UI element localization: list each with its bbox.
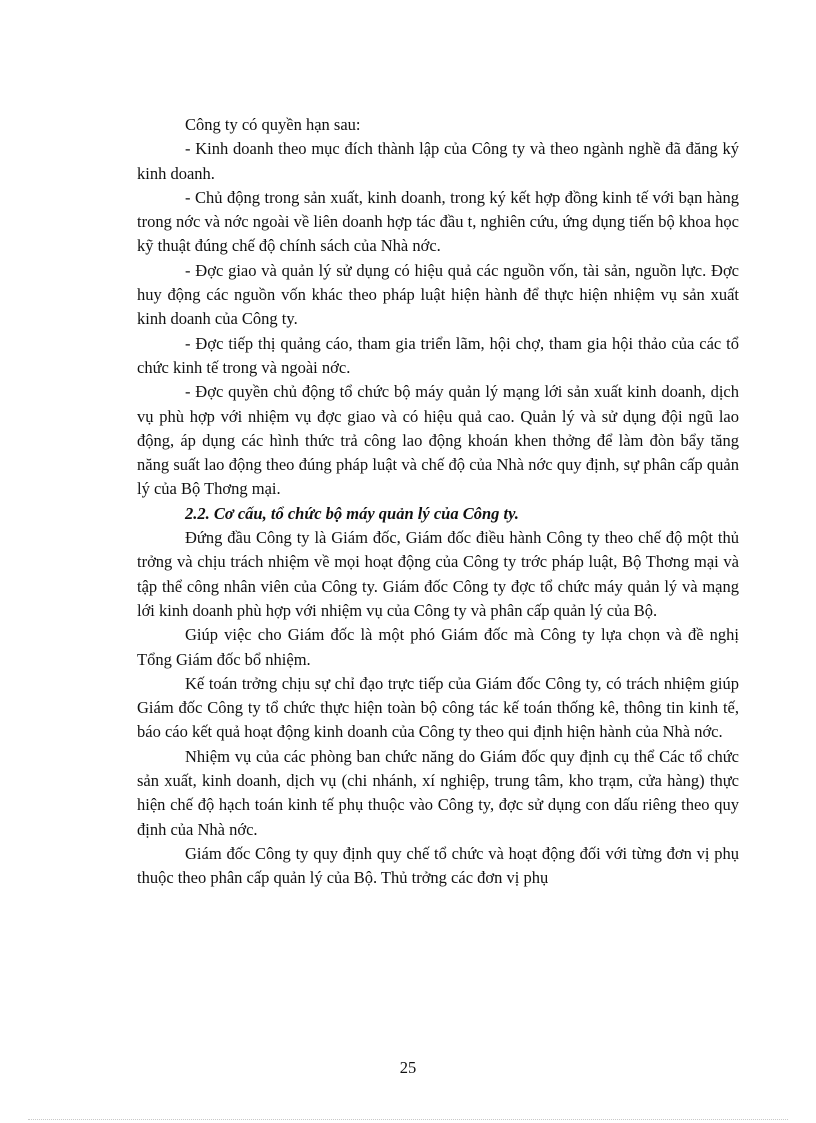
page-number: 25 [399, 1058, 417, 1077]
paragraph-director: Đứng đầu Công ty là Giám đốc, Giám đốc điều hành Công ty theo chế độ một thủ trởng và chịu trách nhiệm về mọi hoạt động của Công ty trớc pháp luật, Bộ Thơng mại và tập thể công nhân viên của Công ty. Giám đốc Công ty đợc tổ chức máy quản lý và mạng lới kinh doanh phù hợp với nhiệm vụ của Công ty và phân cấp quản lý của Bộ. [137, 528, 739, 620]
paragraph-right-initiative: - Chủ động trong sản xuất, kinh doanh, trong ký kết hợp đồng kinh tế với bạn hàng trong nớc và nớc ngoài về liên doanh hợp tác đầu t, nghiên cứu, ứng dụng tiến bộ khoa học kỹ thuật đúng chế độ chính sách của Nhà nớc. [137, 187, 739, 256]
paragraph-departments: Nhiệm vụ của các phòng ban chức năng do Giám đốc quy định cụ thể Các tổ chức sản xuất, kinh doanh, dịch vụ (chi nhánh, xí nghiệp, trung tâm, kho trạm, cửa hàng) thực hiện chế độ hạch toán kinh tế phụ thuộc vào Công ty, đợc sử dụng con dấu riêng theo quy định của Nhà nớc. [137, 746, 739, 839]
paragraph-right-business: - Kinh doanh theo mục đích thành lập của Công ty và theo ngành nghề đã đăng ký kinh doanh. [137, 139, 739, 183]
paragraph-chief-accountant: Kế toán trởng chịu sự chỉ đạo trực tiếp của Giám đốc Công ty, có trách nhiệm giúp Giám đốc Công ty tổ chức thực hiện toàn bộ công tác kế toán thống kê, thông tin kinh tế, báo cáo kết quả hoạt động kinh doanh của Công ty theo qui định hiện hành của Nhà nớc. [137, 673, 739, 742]
paragraph-right-marketing: - Đợc tiếp thị quảng cáo, tham gia triển lãm, hội chợ, tham gia hội thảo của các tổ chức kinh tế trong và ngoài nớc. [137, 333, 739, 377]
paragraph-regulations: Giám đốc Công ty quy định quy chế tổ chức và hoạt động đối với từng đơn vị phụ thuộc theo phân cấp quản lý của Bộ. Thủ trởng các đơn vị phụ [137, 843, 739, 888]
document-body [137, 113, 739, 891]
paragraph-deputy: Giúp việc cho Giám đốc là một phó Giám đốc mà Công ty lựa chọn và đề nghị Tổng Giám đốc bổ nhiệm. [137, 625, 739, 669]
section-heading: 2.2. Cơ cấu, tổ chức bộ máy quản lý của Công ty. [185, 503, 519, 523]
paragraph-right-organization: - Đợc quyền chủ động tổ chức bộ máy quản lý mạng lới sản xuất kinh doanh, dịch vụ phù hợp với nhiệm vụ đợc giao và có hiệu quả cao. Quản lý và sử dụng đội ngũ lao động, áp dụng các hình thức trả công lao động khoán khen thởng để làm đòn bẩy tăng năng suất lao động theo đúng pháp luật và chế độ của Nhà nớc quy định, sự phân cấp quản lý của Bộ Thơng mại. [137, 382, 739, 499]
page-bottom-divider [28, 1119, 788, 1120]
paragraph-right-capital: - Đợc giao và quản lý sử dụng có hiệu quả các nguồn vốn, tài sản, nguồn lực. Đợc huy động các nguồn vốn khác theo pháp luật hiện hành để thực hiện nhiệm vụ sản xuất kinh doanh của Công ty. [137, 260, 739, 329]
paragraph-intro: Công ty có quyền hạn sau: [185, 115, 361, 134]
